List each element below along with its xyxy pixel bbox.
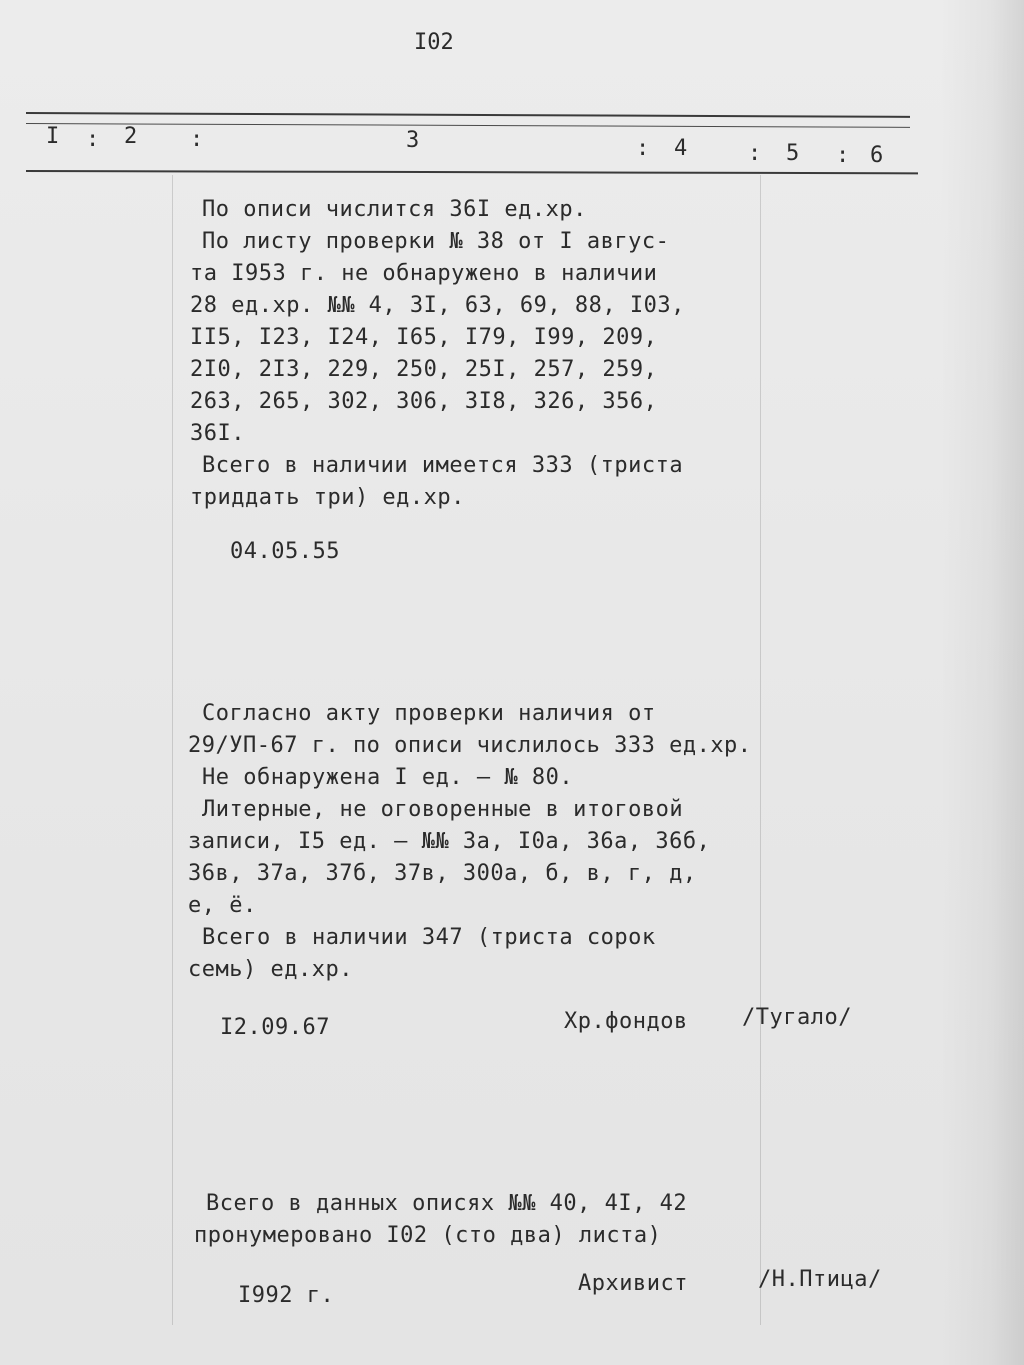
signer-name-1992: /Н.Птица/ <box>758 1267 882 1292</box>
date-1992: I992 г. <box>238 1283 335 1308</box>
date-1967: I2.09.67 <box>220 1015 330 1040</box>
column-header-1: I <box>46 124 60 149</box>
column-header-5: 5 <box>786 141 800 166</box>
page-edge-shadow <box>940 0 1024 1365</box>
signer-name-1967: /Тугало/ <box>742 1005 852 1030</box>
text-line: 29/УП-67 г. по описи числилось 333 ед.хр. <box>188 733 752 758</box>
text-line: пронумеровано I02 (сто два) листа) <box>194 1223 662 1248</box>
text-line: 36I. <box>190 421 245 446</box>
header-mid-rule <box>26 123 910 128</box>
column-divider-right <box>760 175 761 1325</box>
column-header-2: 2 <box>124 124 138 149</box>
text-line: 2I0, 2I3, 229, 250, 25I, 257, 259, <box>190 357 658 382</box>
text-line: семь) ед.хр. <box>188 957 353 982</box>
text-line: записи, I5 ед. – №№ 3а, I0а, 36а, 36б, <box>188 829 711 854</box>
text-line: Согласно акту проверки наличия от <box>202 701 656 726</box>
column-separator: : <box>190 127 204 152</box>
text-line: 36в, 37а, 37б, 37в, 300а, б, в, г, д, <box>188 861 697 886</box>
signer-position-1992: Архивист <box>578 1271 688 1296</box>
header-top-rule <box>26 112 910 118</box>
signer-position-1967: Хр.фондов <box>564 1009 688 1034</box>
text-line: По листу проверки № 38 от I авгус- <box>202 229 670 254</box>
column-header-4: 4 <box>674 136 688 161</box>
inventory-note-1954 <box>190 194 685 514</box>
text-line: 263, 265, 302, 306, 3I8, 326, 356, <box>190 389 658 414</box>
text-line: II5, I23, I24, I65, I79, I99, 209, <box>190 325 658 350</box>
column-header-3: 3 <box>406 128 420 153</box>
text-line: Литерные, не оговоренные в итоговой <box>202 797 684 822</box>
text-line: Всего в наличии 347 (триста сорок <box>202 925 656 950</box>
text-line: та I953 г. не обнаружено в наличии <box>190 261 658 286</box>
text-line: триддать три) ед.хр. <box>190 485 465 510</box>
column-header-6: 6 <box>870 143 884 168</box>
page-number: I02 <box>414 30 454 55</box>
page-count-note <box>194 1188 687 1252</box>
inventory-note-1967 <box>188 698 752 986</box>
text-line: 28 ед.хр. №№ 4, 3I, 63, 69, 88, I03, <box>190 293 685 318</box>
text-line: Всего в данных описях №№ 40, 4I, 42 <box>206 1191 688 1216</box>
column-separator: : <box>836 143 850 168</box>
column-separator: : <box>86 127 100 152</box>
date-1955: 04.05.55 <box>230 539 340 564</box>
text-line: Всего в наличии имеется 333 (триста <box>202 453 684 478</box>
text-line: По описи числится 36I ед.хр. <box>202 197 587 222</box>
header-bottom-rule <box>26 170 918 174</box>
column-separator: : <box>636 136 650 161</box>
column-divider-left <box>172 175 173 1325</box>
column-separator: : <box>748 141 762 166</box>
text-line: Не обнаружена I ед. – № 80. <box>202 765 574 790</box>
text-line: е, ё. <box>188 893 257 918</box>
